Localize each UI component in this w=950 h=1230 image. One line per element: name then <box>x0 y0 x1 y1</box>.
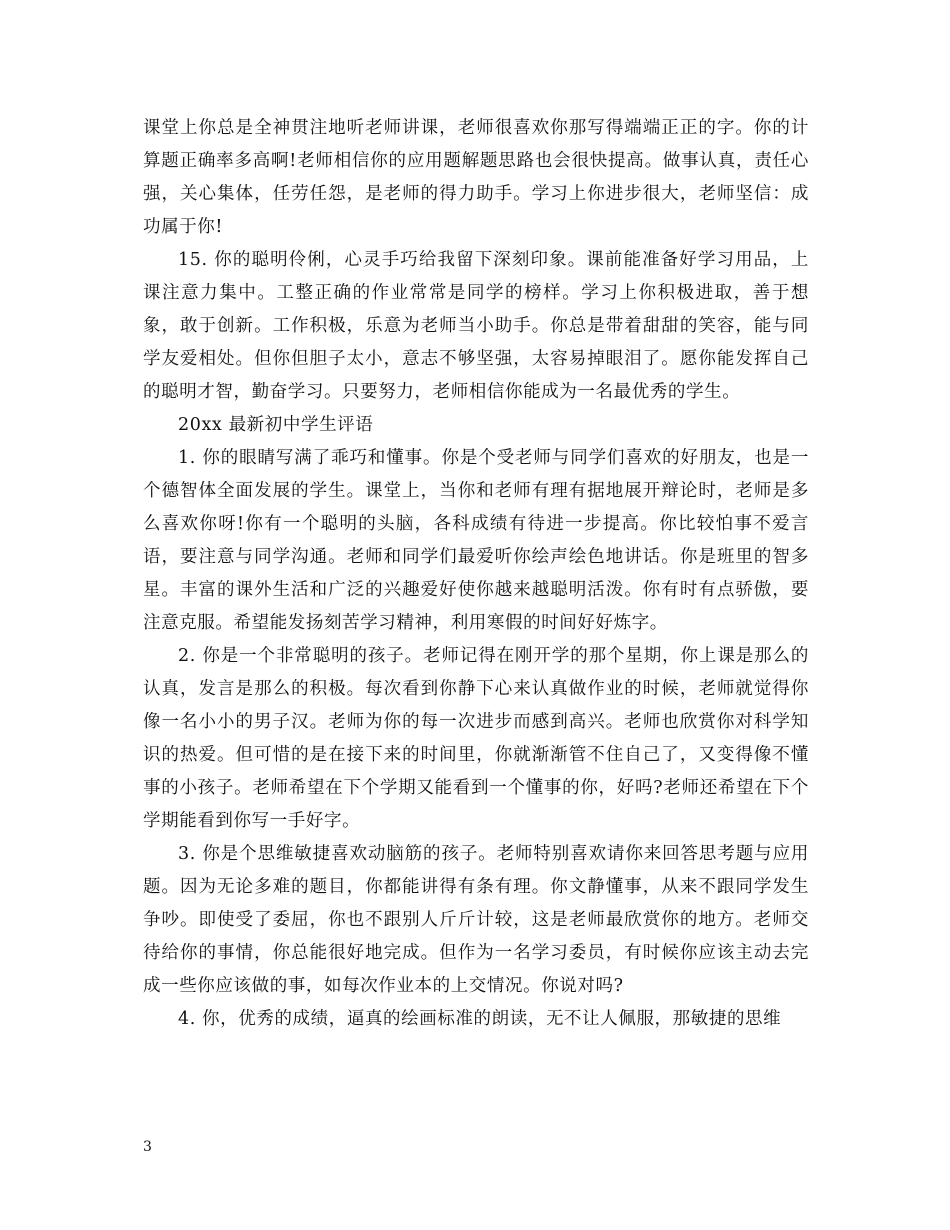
section-heading: 20xx 最新初中学生评语 <box>178 415 374 435</box>
paragraph-comment-4: 4. 你，优秀的成绩，逼真的绘画标准的朗读，无不让人佩服，那敏捷的思维 <box>178 1009 782 1029</box>
paragraph-comment-15: 15. 你的聪明伶俐，心灵手巧给我留下深刻印象。课前能准备好学习用品，上课注意力集中。工整正确的作业常常是同学的榜样。学习上你积极进取，善于想象，敢于创新。工作积极，乐意为老师当小助手。你总是带着甜甜的笑容，能与同学友爱相处。但你但胆子太小，意志不够坚强，太容易掉眼泪了。愿你能发挥自己的聪明才智，勤奋学习。只要努力，老师相信你能成为一名最优秀的学生。 <box>143 250 809 402</box>
paragraph-comment-3: 3. 你是个思维敏捷喜欢动脑筋的孩子。老师特别喜欢请你来回答思考题与应用题。因为无论多难的题目，你都能讲得有条有理。你文静懂事，从来不跟同学发生争吵。即使受了委屈，你也不跟别人斤斤计较，这是老师最欣赏你的地方。老师交待给你的事情，你总能很好地完成。但作为一名学习委员，有时候你应该主动去完成一些你应该做的事，如每次作业本的上交情况。你说对吗? <box>143 844 809 996</box>
document-body <box>143 112 809 1036</box>
paragraph-intro: 课堂上你总是全神贯注地听老师讲课，老师很喜欢你那写得端端正正的字。你的计算题正确率多高啊!老师相信你的应用题解题思路也会很快提高。做事认真，责任心强，关心集体，任劳任怨，是老师的得力助手。学习上你进步很大，老师坚信：成功属于你! <box>143 118 809 237</box>
paragraph-comment-1: 1. 你的眼睛写满了乖巧和懂事。你是个受老师与同学们喜欢的好朋友，也是一个德智体全面发展的学生。课堂上，当你和老师有理有据地展开辩论时，老师是多么喜欢你呀!你有一个聪明的头脑，各科成绩有待进一步提高。你比较怕事不爱言语，要注意与同学沟通。老师和同学们最爱听你绘声绘色地讲话。你是班里的智多星。丰富的课外生活和广泛的兴趣爱好使你越来越聪明活泼。你有时有点骄傲，要注意克服。希望能发扬刻苦学习精神，利用寒假的时间好好炼字。 <box>143 448 809 633</box>
paragraph-comment-2: 2. 你是一个非常聪明的孩子。老师记得在刚开学的那个星期，你上课是那么的认真，发言是那么的积极。每次看到你静下心来认真做作业的时候，老师就觉得你像一名小小的男子汉。老师为你的每一次进步而感到高兴。老师也欣赏你对科学知识的热爱。但可惜的是在接下来的时间里，你就渐渐管不住自己了，又变得像不懂事的小孩子。老师希望在下个学期又能看到一个懂事的你，好吗?老师还希望在下个学期能看到你写一手好字。 <box>143 646 809 831</box>
page-number: 3 <box>143 1139 152 1155</box>
